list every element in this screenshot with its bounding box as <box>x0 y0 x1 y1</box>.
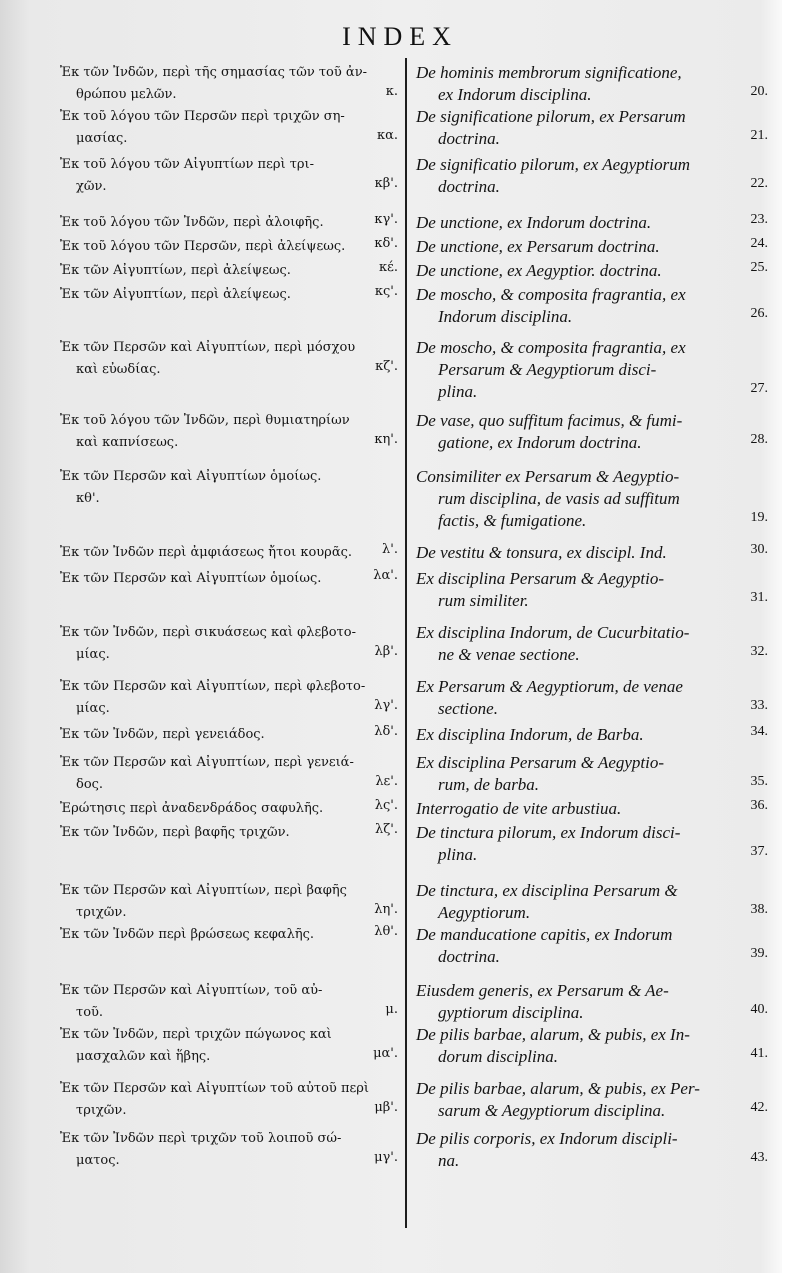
latin-entry <box>416 284 768 328</box>
greek-entry-line: Ἐκ τοῦ λόγου τῶν Περσῶν περὶ τριχῶν ση- <box>60 109 345 124</box>
latin-entry-line: na. <box>438 1151 460 1170</box>
greek-entry <box>60 62 398 106</box>
latin-entry-line: plina. <box>438 382 478 401</box>
latin-entry-line: De significatione pilorum, ex Persarum <box>416 107 686 126</box>
latin-entry-line: Aegyptiorum. <box>438 903 531 922</box>
latin-entry-line: De pilis corporis, ex Indorum discipli- <box>416 1129 678 1148</box>
greek-entry-number: μβ'. <box>374 1100 398 1115</box>
greek-entry <box>60 1078 398 1122</box>
latin-entry-line: rum disciplina, de vasis ad suffitum <box>438 489 680 508</box>
greek-entry <box>60 924 398 946</box>
latin-entry-line: plina. <box>438 845 478 864</box>
greek-entry <box>60 1128 398 1172</box>
latin-entry <box>416 106 768 150</box>
latin-entry-number: 23. <box>750 212 768 227</box>
latin-entry <box>416 236 768 258</box>
greek-entry-number: κβ'. <box>374 176 398 191</box>
greek-entry-line: Ἐκ τῶν Ἰνδῶν, περὶ γενειάδος. <box>60 727 265 742</box>
greek-entry <box>60 410 398 454</box>
latin-entry-line: gyptiorum disciplina. <box>438 1003 584 1022</box>
latin-entry-number: 24. <box>750 236 768 251</box>
latin-entry-number: 28. <box>750 432 768 447</box>
latin-entry-number: 42. <box>750 1100 768 1115</box>
greek-entry-line: Ἐκ τοῦ λόγου τῶν Ἰνδῶν, περὶ ἀλοιφῆς. <box>60 215 324 230</box>
latin-entry <box>416 924 768 968</box>
latin-entry-number: 31. <box>750 590 768 605</box>
latin-entry-line: De tinctura pilorum, ex Indorum disci- <box>416 823 681 842</box>
latin-entry <box>416 154 768 198</box>
greek-entry-line: Ἐρώτησις περὶ ἀναδενδράδος σαφυλῆς. <box>60 801 324 816</box>
greek-entry-line: Ἐκ τῶν Περσῶν καὶ Αἰγυπτίων τοῦ αὐτοῦ περὶ <box>60 1081 369 1096</box>
greek-entry-number: λα'. <box>373 568 398 583</box>
greek-entry-number: λθ'. <box>374 924 398 939</box>
latin-entry <box>416 880 768 924</box>
latin-entry-number: 40. <box>750 1002 768 1017</box>
greek-entry-line: Ἐκ τῶν Περσῶν καὶ Αἰγυπτίων, περὶ βαφῆς <box>60 883 347 898</box>
greek-entry-number: λζ'. <box>375 822 398 837</box>
greek-entry <box>60 284 398 306</box>
latin-entry-line: De unctione, ex Aegyptior. doctrina. <box>416 261 662 280</box>
latin-entry-number: 27. <box>750 381 768 396</box>
latin-entry-line: De significatio pilorum, ex Aegyptiorum <box>416 155 691 174</box>
latin-entry-line: ex Indorum disciplina. <box>438 85 592 104</box>
latin-entry-line: De unctione, ex Persarum doctrina. <box>416 237 660 256</box>
latin-entry <box>416 260 768 282</box>
greek-entry <box>60 154 398 198</box>
greek-entry-line: Ἐκ τῶν Περσῶν καὶ Αἰγυπτίων ὁμοίως. <box>60 469 322 484</box>
greek-entry-line: μίας. <box>76 701 110 716</box>
greek-entry-number: κδ'. <box>374 236 398 251</box>
greek-entry-line: Ἐκ τῶν Περσῶν καὶ Αἰγυπτίων, περὶ μόσχου <box>60 340 356 355</box>
latin-entry-number: 39. <box>750 946 768 961</box>
greek-entry-number: κέ. <box>379 260 398 275</box>
greek-entry <box>60 542 398 564</box>
latin-entry-line: Ex disciplina Indorum, de Cucurbitatio- <box>416 623 690 642</box>
page-edge <box>782 0 800 1273</box>
greek-entry-line: Ἐκ τῶν Ἰνδῶν, περὶ σικυάσεως καὶ φλεβοτο- <box>60 625 356 640</box>
latin-entry-number: 37. <box>750 844 768 859</box>
greek-entry-number: μα'. <box>373 1046 398 1061</box>
greek-entry-line: Ἐκ τῶν Περσῶν καὶ Αἰγυπτίων, τοῦ αὐ- <box>60 983 323 998</box>
latin-entry-number: 35. <box>750 774 768 789</box>
greek-entry-line: μασχαλῶν καὶ ἥβης. <box>76 1049 211 1064</box>
latin-entry-number: 34. <box>750 724 768 739</box>
latin-entry <box>416 568 768 612</box>
greek-entry-line: Ἐκ τῶν Ἰνδῶν, περὶ βαφῆς τριχῶν. <box>60 825 290 840</box>
latin-entry-line: Indorum disciplina. <box>438 307 573 326</box>
greek-entry-line: τριχῶν. <box>76 905 127 920</box>
latin-entry-line: rum, de barba. <box>438 775 540 794</box>
greek-entry-line: θρώπου μελῶν. <box>76 87 177 102</box>
greek-entry-line: Ἐκ τοῦ λόγου τῶν Περσῶν, περὶ ἀλείψεως. <box>60 239 346 254</box>
greek-entry <box>60 106 398 150</box>
latin-entry <box>416 724 768 746</box>
latin-entry-line: De moscho, & composita fragrantia, ex <box>416 338 686 357</box>
latin-entry-number: 19. <box>750 510 768 525</box>
latin-entry-line: doctrina. <box>438 947 500 966</box>
greek-entry <box>60 260 398 282</box>
latin-entry-line: De moscho, & composita fragrantia, ex <box>416 285 686 304</box>
greek-entry-line: ματος. <box>76 1153 120 1168</box>
latin-entry-number: 41. <box>750 1046 768 1061</box>
latin-entry-number: 21. <box>750 128 768 143</box>
greek-entry <box>60 466 398 510</box>
latin-entry-line: sarum & Aegyptiorum disciplina. <box>438 1101 666 1120</box>
greek-entry-line: Ἐκ τῶν Αἰγυπτίων, περὶ ἀλείψεως. <box>60 263 291 278</box>
latin-entry-line: De tinctura, ex disciplina Persarum & <box>416 881 678 900</box>
greek-entry-number: κζ'. <box>375 359 398 374</box>
latin-entry-line: Persarum & Aegyptiorum disci- <box>438 360 657 379</box>
page-title: INDEX <box>342 22 458 51</box>
greek-entry <box>60 980 398 1024</box>
latin-entry-number: 22. <box>750 176 768 191</box>
latin-entry-number: 26. <box>750 306 768 321</box>
column-divider <box>405 58 407 1228</box>
greek-entry <box>60 676 398 720</box>
latin-entry-line: De hominis membrorum significatione, <box>416 63 682 82</box>
greek-entry-line: τριχῶν. <box>76 1103 127 1118</box>
greek-entry-line: Ἐκ τῶν Αἰγυπτίων, περὶ ἀλείψεως. <box>60 287 291 302</box>
latin-entry-line: De pilis barbae, alarum, & pubis, ex Per- <box>416 1079 700 1098</box>
greek-entry-line: Ἐκ τῶν Ἰνδῶν, περὶ τῆς σημασίας τῶν τοῦ ἀν- <box>60 65 367 80</box>
greek-entry-line: μίας. <box>76 647 110 662</box>
greek-entry-number: λδ'. <box>374 724 398 739</box>
greek-entry-line: δος. <box>76 777 104 792</box>
greek-entry-line: Ἐκ τῶν Περσῶν καὶ Αἰγυπτίων, περὶ φλεβοτο- <box>60 679 366 694</box>
greek-entry-line: Ἐκ τοῦ λόγου τῶν Ἰνδῶν, περὶ θυμιατηρίων <box>60 413 350 428</box>
latin-entry <box>416 1024 768 1068</box>
latin-entry-number: 38. <box>750 902 768 917</box>
greek-entry-number: λς'. <box>374 798 398 813</box>
latin-entry <box>416 542 768 564</box>
latin-entry-line: Ex disciplina Persarum & Aegyptio- <box>416 569 665 588</box>
latin-entry-line: doctrina. <box>438 177 500 196</box>
greek-entry-number: μγ'. <box>374 1150 398 1165</box>
latin-entry <box>416 1078 768 1122</box>
latin-entry <box>416 622 768 666</box>
latin-entry-line: De unctione, ex Indorum doctrina. <box>416 213 652 232</box>
latin-entry <box>416 1128 768 1172</box>
latin-entry-line: Ex disciplina Persarum & Aegyptio- <box>416 753 665 772</box>
greek-entry-line: Ἐκ τῶν Περσῶν καὶ Αἰγυπτίων, περὶ γενειά- <box>60 755 354 770</box>
greek-entry-number: λε'. <box>375 774 398 789</box>
latin-entry-line: Ex Persarum & Aegyptiorum, de venae <box>416 677 683 696</box>
greek-entry-line: τοῦ. <box>76 1005 104 1020</box>
latin-entry <box>416 798 768 820</box>
greek-entry <box>60 798 398 820</box>
greek-entry <box>60 337 398 381</box>
latin-entry <box>416 410 768 454</box>
greek-entry-line: χῶν. <box>76 179 107 194</box>
latin-entry-line: De vase, quo suffitum facimus, & fumi- <box>416 411 683 430</box>
greek-entry-line: Ἐκ τῶν Ἰνδῶν περὶ βρώσεως κεφαλῆς. <box>60 927 315 942</box>
latin-entry-line: Interrogatio de vite arbustiua. <box>416 799 622 818</box>
greek-entry-line: μασίας. <box>76 131 128 146</box>
latin-entry-number: 30. <box>750 542 768 557</box>
latin-entry-number: 36. <box>750 798 768 813</box>
latin-entry-number: 32. <box>750 644 768 659</box>
greek-entry-line: κθ'. <box>76 491 100 506</box>
latin-entry <box>416 212 768 234</box>
greek-entry-line: Ἐκ τοῦ λόγου τῶν Αἰγυπτίων περὶ τρι- <box>60 157 315 172</box>
greek-entry-number: λβ'. <box>374 644 398 659</box>
latin-entry <box>416 822 768 866</box>
greek-entry-number: λη'. <box>374 902 398 917</box>
latin-entry-line: sectione. <box>438 699 498 718</box>
greek-entry-number: κγ'. <box>374 212 398 227</box>
greek-entry <box>60 880 398 924</box>
greek-entry-number: κς'. <box>374 284 398 299</box>
greek-entry-number: κα. <box>376 128 398 143</box>
latin-entry-line: Ex disciplina Indorum, de Barba. <box>416 725 644 744</box>
latin-entry <box>416 466 768 532</box>
latin-entry-number: 33. <box>750 698 768 713</box>
latin-entry-line: factis, & fumigatione. <box>438 511 587 530</box>
greek-entry <box>60 752 398 796</box>
latin-entry-line: ne & venae sectione. <box>438 645 580 664</box>
greek-entry-line: Ἐκ τῶν Ἰνδῶν, περὶ τριχῶν πώγωνος καὶ <box>60 1027 332 1042</box>
latin-entry <box>416 752 768 796</box>
latin-entry-line: rum similiter. <box>438 591 529 610</box>
latin-entry-line: De manducatione capitis, ex Indorum <box>416 925 673 944</box>
greek-entry-number: κη'. <box>374 432 398 447</box>
latin-entry <box>416 676 768 720</box>
latin-entry-number: 20. <box>750 84 768 99</box>
latin-entry-number: 43. <box>750 1150 768 1165</box>
greek-entry-number: λγ'. <box>374 698 398 713</box>
greek-entry <box>60 236 398 258</box>
greek-entry-number: μ. <box>385 1002 398 1017</box>
latin-entry-line: De pilis barbae, alarum, & pubis, ex In- <box>416 1025 690 1044</box>
latin-entry <box>416 980 768 1024</box>
latin-entry-line: De vestitu & tonsura, ex discipl. Ind. <box>416 543 667 562</box>
latin-entry-line: Eiusdem generis, ex Persarum & Ae- <box>416 981 669 1000</box>
latin-entry <box>416 337 768 403</box>
latin-entry <box>416 62 768 106</box>
greek-entry <box>60 1024 398 1068</box>
greek-entry-line: Ἐκ τῶν Ἰνδῶν περὶ ἀμφιάσεως ἤτοι κουρᾶς. <box>60 545 353 560</box>
greek-entry <box>60 568 398 590</box>
greek-entry-line: Ἐκ τῶν Ἰνδῶν περὶ τριχῶν τοῦ λοιποῦ σώ- <box>60 1131 342 1146</box>
greek-entry <box>60 822 398 844</box>
latin-entry-line: Consimiliter ex Persarum & Aegyptio- <box>416 467 680 486</box>
greek-entry-number: κ. <box>385 84 398 99</box>
greek-entry-line: Ἐκ τῶν Περσῶν καὶ Αἰγυπτίων ὁμοίως. <box>60 571 322 586</box>
greek-entry <box>60 724 398 746</box>
greek-entry-line: καὶ καπνίσεως. <box>76 435 179 450</box>
latin-entry-number: 25. <box>750 260 768 275</box>
greek-entry-number: λ'. <box>382 542 398 557</box>
greek-entry <box>60 212 398 234</box>
greek-entry-line: καὶ εὐωδίας. <box>76 362 161 377</box>
latin-entry-line: gatione, ex Indorum doctrina. <box>438 433 642 452</box>
latin-entry-line: doctrina. <box>438 129 500 148</box>
greek-entry <box>60 622 398 666</box>
latin-entry-line: dorum disciplina. <box>438 1047 558 1066</box>
